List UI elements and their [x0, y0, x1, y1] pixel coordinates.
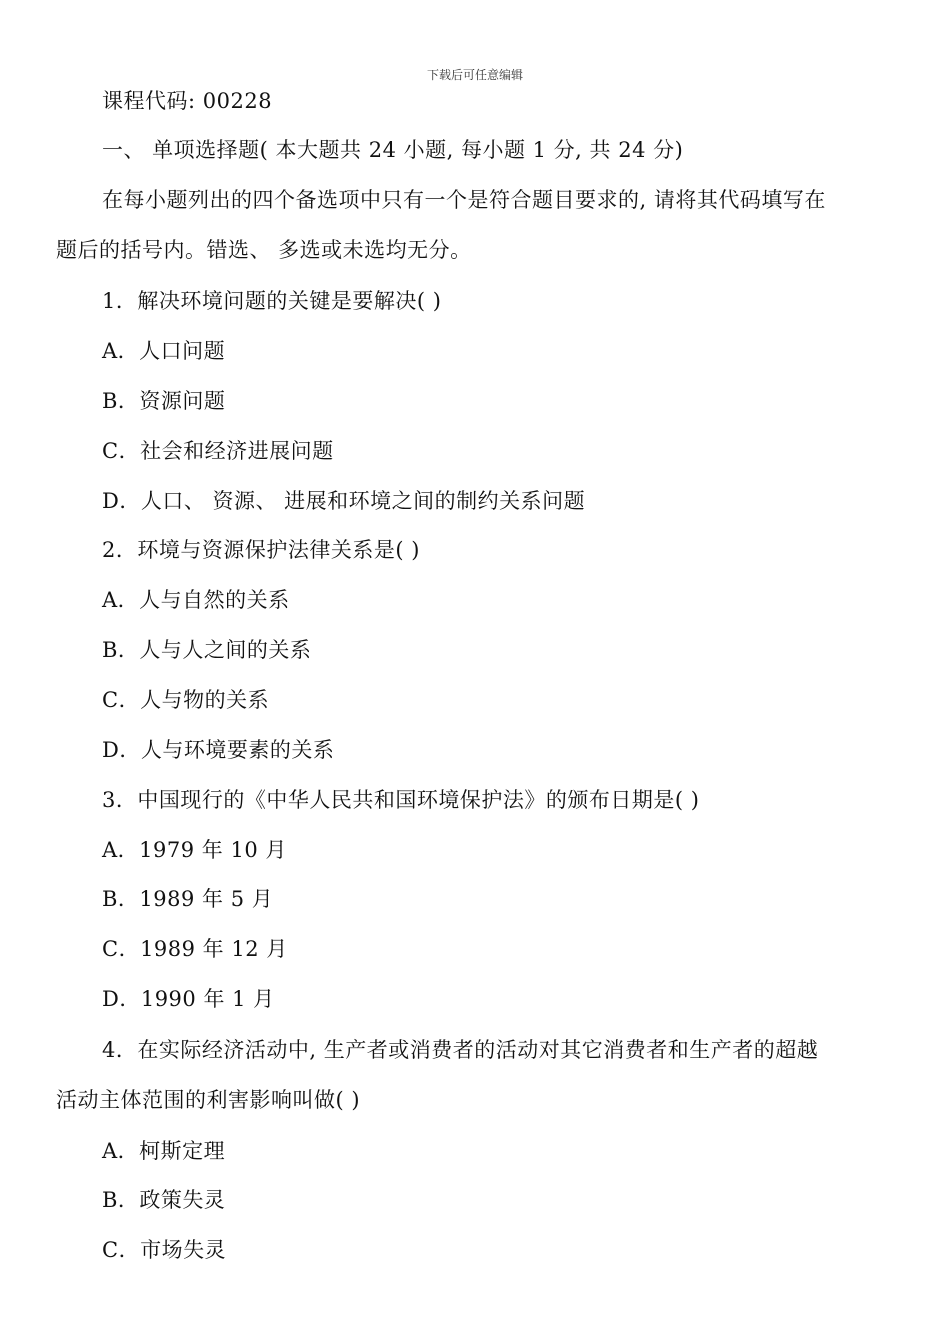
page-header: 下载后可任意编辑	[426, 68, 523, 82]
instructions-line-2: 题后的括号内。错选、 多选或未选均无分。	[56, 238, 472, 262]
question-3: 3．中国现行的《中华人民共和国环境保护法》的颁布日期是( )	[102, 788, 700, 812]
q2-option-d: D．人与环境要素的关系	[102, 738, 335, 762]
q3-option-c: C．1989 年 12 月	[102, 937, 288, 961]
q1-option-d: D．人口、 资源、 进展和环境之间的制约关系问题	[102, 489, 586, 513]
section-title: 一、 单项选择题( 本大题共 24 小题, 每小题 1 分, 共 24 分)	[102, 138, 684, 162]
question-1: 1．解决环境问题的关键是要解决( )	[102, 289, 442, 313]
q4-option-c: C．市场失灵	[102, 1238, 227, 1262]
question-4-line-1: 4．在实际经济活动中, 生产者或消费者的活动对其它消费者和生产者的超越	[102, 1038, 819, 1062]
q4-option-b: B．政策失灵	[102, 1188, 226, 1212]
q2-option-a: A．人与自然的关系	[102, 588, 290, 612]
q4-option-a: A．柯斯定理	[102, 1139, 226, 1163]
q1-option-b: B．资源问题	[102, 389, 226, 413]
question-2: 2．环境与资源保护法律关系是( )	[102, 538, 420, 562]
q1-option-a: A．人口问题	[102, 339, 226, 363]
q1-option-c: C．社会和经济进展问题	[102, 439, 334, 463]
course-code: 课程代码: 00228	[102, 89, 273, 113]
question-4-line-2: 活动主体范围的利害影响叫做( )	[56, 1088, 361, 1112]
q2-option-c: C．人与物的关系	[102, 688, 270, 712]
q3-option-b: B．1989 年 5 月	[102, 887, 274, 911]
q3-option-a: A．1979 年 10 月	[102, 838, 287, 862]
q2-option-b: B．人与人之间的关系	[102, 638, 312, 662]
q3-option-d: D．1990 年 1 月	[102, 987, 275, 1011]
instructions-line-1: 在每小题列出的四个备选项中只有一个是符合题目要求的, 请将其代码填写在	[102, 188, 826, 212]
